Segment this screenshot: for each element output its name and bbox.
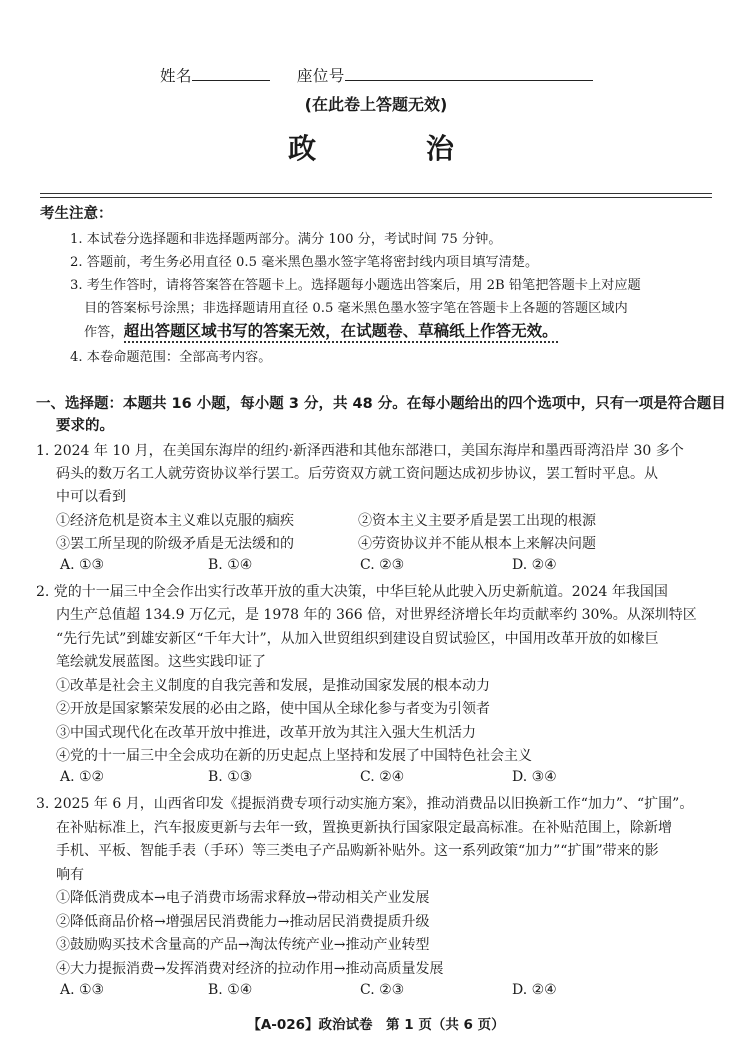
q2-stem-line-3: “先行先试”到雄安新区“千年大计”，从加入世贸组织到建设自贸试验区，中国用改革开放的如椽巨 (56, 631, 659, 647)
q3-stem-line-3: 手机、平板、智能手表（手环）等三类电子产品购新补贴外。这一系列政策“加力”“扩围”带来的影 (56, 843, 659, 859)
q2-option-d[interactable]: D. ③④ (512, 769, 557, 785)
divider-top (40, 193, 712, 194)
notice-item-3-cont: 目的答案标号涂黑；非选择题请用直径 0.5 毫米黑色墨水签字笔在答题卡上各题的答题区域内 (84, 301, 628, 316)
q2-option-c[interactable]: C. ②④ (360, 769, 405, 785)
section-heading-cont: 要求的。 (56, 418, 114, 434)
name-field[interactable] (192, 65, 270, 81)
q1-option-d[interactable]: D. ②④ (512, 557, 557, 573)
q3-stem-line-4: 响有 (56, 867, 84, 883)
q3-item-3: ③鼓励购买技术含量高的产品→淘汰传统产业→推动产业转型 (56, 937, 430, 953)
q2-stem-line-1: 2. 党的十一届三中全会作出实行改革开放的重大决策，中华巨轮从此驶入历史新航道。2024 年我国国 (36, 584, 668, 600)
q2-item-3: ③中国式现代化在改革开放中推进，改革开放为其注入强大生机活力 (56, 725, 476, 741)
notice-item-1: 1. 本试卷分选择题和非选择题两部分。满分 100 分，考试时间 75 分钟。 (70, 232, 502, 247)
notice-warning: 超出答题区域书写的答案无效，在试题卷、草稿纸上作答无效。 (124, 322, 558, 343)
q2-option-b[interactable]: B. ①③ (208, 769, 253, 785)
answer-invalid-note: (在此卷上答题无效) (304, 95, 448, 114)
q2-item-1: ①改革是社会主义制度的自我完善和发展，是推动国家发展的根本动力 (56, 678, 490, 694)
q1-item-4: ④劳资协议并不能从根本上来解决问题 (358, 536, 596, 552)
q3-option-d[interactable]: D. ②④ (512, 982, 557, 998)
notice-title: 考生注意： (40, 206, 113, 222)
q3-item-2: ②降低商品价格→增强居民消费能力→推动居民消费提质升级 (56, 914, 430, 930)
q1-stem-line-3: 中可以看到 (56, 489, 126, 505)
notice-item-3: 3. 考生作答时，请将答案答在答题卡上。选择题每小题选出答案后，用 2B 铅笔把答题卡上对应题 (70, 278, 641, 293)
q2-option-a[interactable]: A. ①② (60, 769, 105, 785)
q1-item-2: ②资本主义主要矛盾是罢工出现的根源 (358, 513, 596, 529)
q1-stem-line-2: 码头的数万名工人就劳资协议举行罢工。后劳资双方就工资问题达成初步协议，罢工暂时平息。从 (56, 466, 658, 482)
notice-item-4: 4. 本卷命题范围：全部高考内容。 (70, 350, 272, 365)
seat-label: 座位号 (296, 67, 345, 85)
seat-field[interactable] (345, 65, 593, 81)
q1-item-1: ①经济危机是资本主义难以克服的痼疾 (56, 513, 294, 529)
q3-stem-line-2: 在补贴标准上，汽车报废更新与去年一致，置换更新执行国家限定最高标准。在补贴范围上，除新增 (56, 820, 672, 836)
name-seat-line (160, 64, 593, 86)
name-label: 姓名 (160, 67, 193, 85)
q2-stem-line-4: 笔绘就发展蓝图。这些实践印证了 (56, 654, 266, 670)
q1-stem-line-1: 1. 2024 年 10 月，在美国东海岸的纽约·新泽西港和其他东部港口，美国东海岸和墨西哥湾沿岸 30 多个 (36, 443, 684, 459)
subject-title: 政 治 (288, 132, 504, 165)
q2-stem-line-2: 内生产总值超 134.9 万亿元，是 1978 年的 366 倍，对世界经济增长年均贡献率约 30%。从深圳特区 (56, 607, 697, 623)
notice-item-3-end (84, 319, 558, 341)
notice-item-3-prefix: 作答， (84, 325, 124, 340)
q3-item-1: ①降低消费成本→电子消费市场需求释放→带动相关产业发展 (56, 890, 430, 906)
q3-item-4: ④大力提振消费→发挥消费对经济的拉动作用→推动高质量发展 (56, 961, 444, 977)
section-heading: 一、选择题：本题共 16 小题，每小题 3 分，共 48 分。在每小题给出的四个选项中，只有一项是符合题目 (36, 396, 726, 412)
q3-stem-line-1: 3. 2025 年 6 月，山西省印发《提振消费专项行动实施方案》，推动消费品以旧换新工作“加力”、“扩围”。 (36, 796, 694, 812)
notice-item-2: 2. 答题前，考生务必用直径 0.5 毫米黑色墨水签字笔将密封线内项目填写清楚。 (70, 255, 539, 270)
q1-option-b[interactable]: B. ①④ (208, 557, 253, 573)
q1-item-3: ③罢工所呈现的阶级矛盾是无法缓和的 (56, 536, 294, 552)
q1-option-c[interactable]: C. ②③ (360, 557, 405, 573)
q3-option-c[interactable]: C. ②③ (360, 982, 405, 998)
q3-option-b[interactable]: B. ①④ (208, 982, 253, 998)
q2-item-4: ④党的十一届三中全会成功在新的历史起点上坚持和发展了中国特色社会主义 (56, 748, 532, 764)
q3-option-a[interactable]: A. ①③ (60, 982, 105, 998)
q2-item-2: ②开放是国家繁荣发展的必由之路，使中国从全球化参与者变为引领者 (56, 701, 490, 717)
divider-bottom (40, 197, 712, 198)
q1-option-a[interactable]: A. ①③ (60, 557, 105, 573)
page-footer: 【A-026】政治试卷 第 1 页（共 6 页） (247, 1017, 505, 1033)
